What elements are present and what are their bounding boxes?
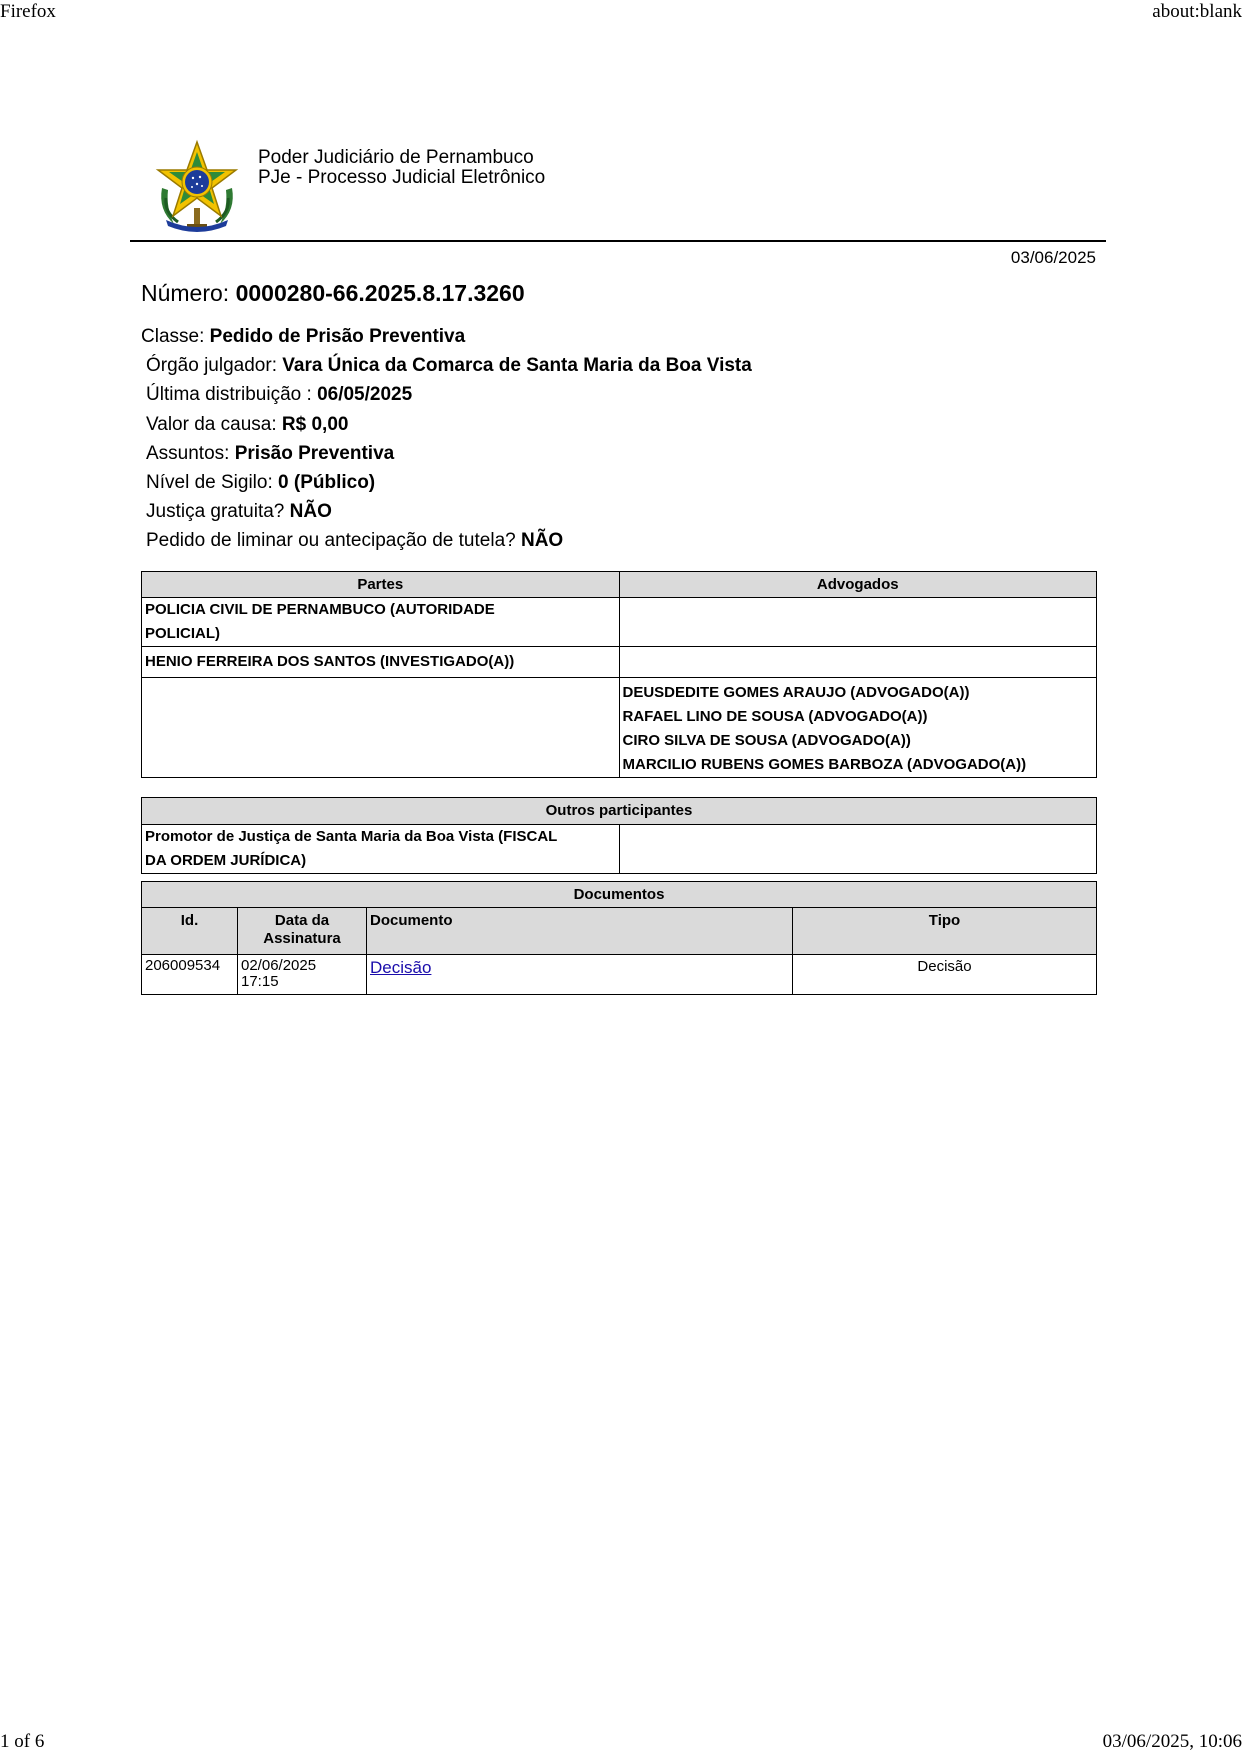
liminar-label: Pedido de liminar ou antecipação de tutela? [146,530,516,552]
parte-name-line: HENIO FERREIRA DOS SANTOS (INVESTIGADO(A)) [145,653,515,670]
outros-participantes-table [141,797,1097,874]
partes-table [141,571,1097,778]
org-line-1: Poder Judiciário de Pernambuco [258,147,534,168]
brazil-coat-of-arms-icon [152,138,242,234]
parte-name-line: POLICIA CIVIL DE PERNAMBUCO (AUTORIDADE [145,601,495,618]
letterhead [130,138,1106,242]
advogados-cell [619,678,1097,778]
distribuicao-label: Última distribuição : [146,384,312,406]
data-header-line: Data da [274,912,330,929]
outros-participantes-header: Outros participantes [142,798,1097,825]
participante-line: DA ORDEM JURÍDICA) [145,852,307,869]
advogado-name: DEUSDEDITE GOMES ARAUJO (ADVOGADO(A)) [622,684,970,701]
valor-label: Valor da causa: [146,413,277,435]
data-line: 02/06/2025 [241,957,317,974]
participante-cell [142,825,620,874]
sigilo-value: 0 (Público) [278,471,376,493]
documento-column-header: Documento [367,908,793,955]
documento-cell [367,955,793,995]
outros-header-row [142,798,1097,825]
documentos-title-row [142,882,1097,908]
print-date: 03/06/2025 [1010,248,1096,267]
parte-cell [142,598,620,647]
valor-row [141,410,1106,439]
tipo-cell: Decisão [793,955,1097,995]
print-footer-datetime: 03/06/2025, 10:06 [1102,1731,1242,1752]
justica-value: NÃO [289,501,332,523]
partes-column-header: Partes [142,572,620,598]
numero-label: Número: [141,280,230,306]
justica-gratuita-row [141,497,1106,526]
participante-line: Promotor de Justiça de Santa Maria da Boa Vista (FISCAL [145,828,558,845]
documentos-header-row [142,908,1097,955]
advogados-cell [619,647,1097,678]
table-row [142,647,1097,678]
org-line-2: PJe - Processo Judicial Eletrônico [258,167,546,188]
print-header-url: about:blank [1152,1,1242,22]
print-header-app-name: Firefox [0,1,56,22]
sigilo-label: Nível de Sigilo: [146,471,273,493]
table-row [142,678,1097,778]
parte-name-line: POLICIAL) [145,625,220,642]
print-footer-page-count: 1 of 6 [0,1731,45,1752]
numero-value: 0000280-66.2025.8.17.3260 [235,280,525,306]
process-number [141,280,1106,307]
partes-header-row [142,572,1097,598]
classe-value: Pedido de Prisão Preventiva [209,326,466,347]
table-row [142,825,1097,874]
table-row [142,598,1097,647]
document-page [130,138,1106,990]
liminar-value: NÃO [520,530,564,552]
orgao-row [141,351,1106,380]
classe-label: Classe: [141,326,205,347]
parte-cell [142,647,620,678]
valor-value: R$ 0,00 [281,413,349,435]
documento-link[interactable]: Decisão [370,958,432,977]
hora-line: 17:15 [241,973,279,990]
distribuicao-row [141,380,1106,409]
organization-name [258,148,545,188]
id-column-header: Id. [142,908,238,955]
assuntos-row [141,439,1106,468]
advogado-name: RAFAEL LINO DE SOUSA (ADVOGADO(A)) [622,708,928,725]
advogados-column-header: Advogados [619,572,1097,598]
orgao-label: Órgão julgador: [146,355,277,377]
process-metadata [141,322,1106,556]
sigilo-row [141,468,1106,497]
orgao-value: Vara Única da Comarca de Santa Maria da Boa Vista [282,355,752,377]
tipo-column-header: Tipo [793,908,1097,955]
data-assinatura-column-header [238,908,367,955]
documentos-title: Documentos [142,882,1097,908]
parte-cell [142,678,620,778]
participante-advogado-cell [619,825,1097,874]
documento-id-cell: 206009534 [142,955,238,995]
data-header-line: Assinatura [263,930,341,947]
classe-row [141,322,1106,351]
table-row [142,955,1097,995]
justica-label: Justiça gratuita? [146,501,285,523]
advogado-name: CIRO SILVA DE SOUSA (ADVOGADO(A)) [622,732,911,749]
assuntos-value: Prisão Preventiva [234,442,395,464]
distribuicao-value: 06/05/2025 [317,384,413,406]
assuntos-label: Assuntos: [146,442,230,464]
documentos-table [141,881,1097,995]
advogados-cell [619,598,1097,647]
advogado-name: MARCILIO RUBENS GOMES BARBOZA (ADVOGADO(A)) [622,756,1027,773]
data-assinatura-cell [238,955,367,995]
liminar-row [141,526,1106,555]
